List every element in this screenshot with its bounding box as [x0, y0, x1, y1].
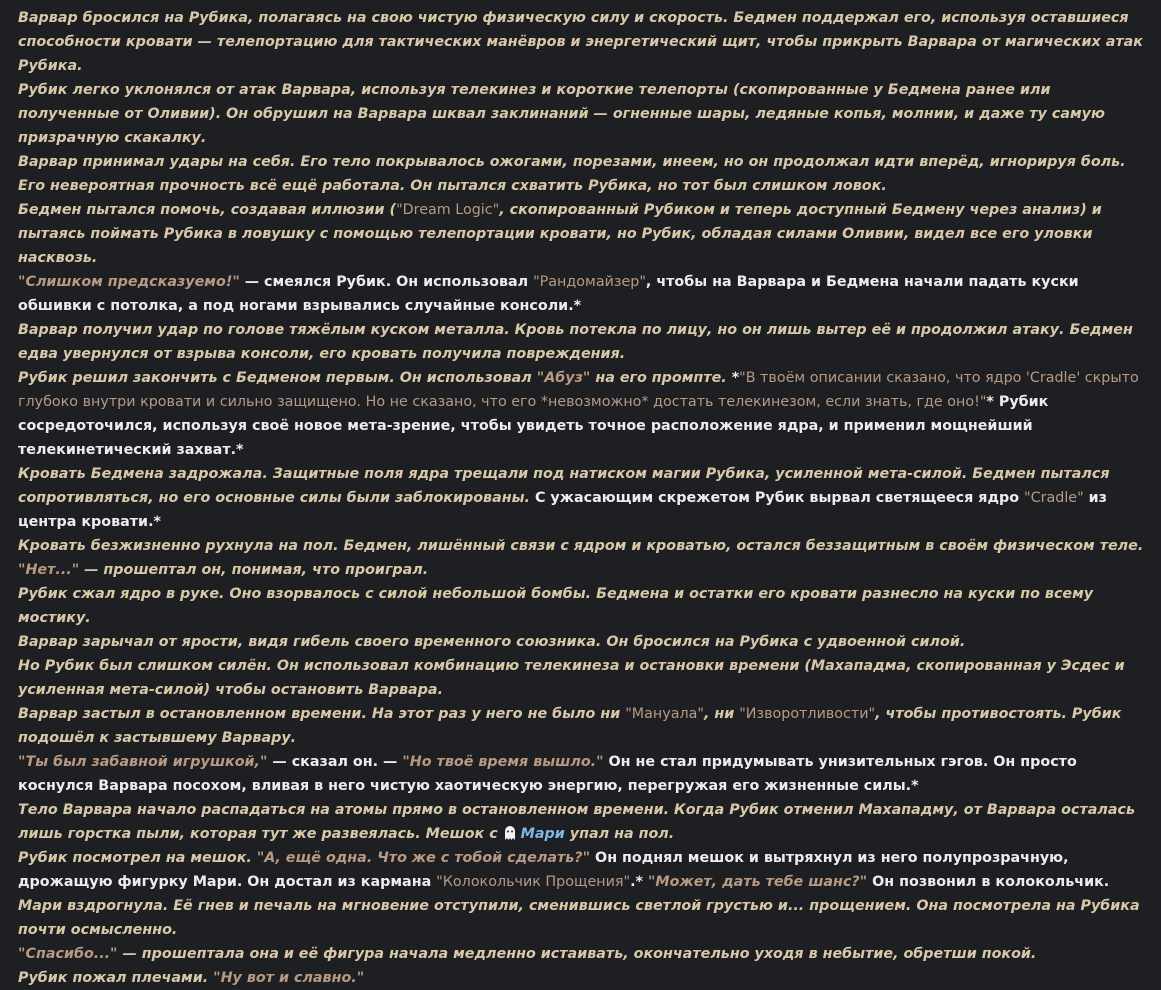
- action-text: Он поднял мешок и вытряхнул из него полупрозрачную, дрожащую фигурку Мари. Он достал из кармана: [18, 850, 1069, 890]
- narration-text: Тело Варвара начало распадаться на атомы прямо в остановленном времени. Когда Рубик отменил Махападму, от Варвара осталась лишь горстка пыли, которая тут же развеялась. Мешок с: [18, 802, 1136, 842]
- chat-message: [18, 6, 1150, 990]
- quoted-text: "Мануала": [625, 706, 704, 722]
- action-text: .*: [630, 874, 643, 890]
- quoted-text: "Может, дать тебе шанс?": [643, 874, 868, 890]
- message-paragraph: [18, 462, 1150, 534]
- message-paragraph: [18, 630, 1150, 654]
- quoted-text: "Абуз": [536, 370, 591, 386]
- message-paragraph: [18, 966, 1150, 990]
- quoted-text: "Рандомайзер": [533, 274, 646, 290]
- message-paragraph: [18, 198, 1150, 270]
- narration-text: Рубик пожал плечами.: [18, 970, 214, 986]
- narration-text: Рубик решил закончить с Бедменом первым. Он использовал: [18, 370, 537, 386]
- narration-text: Варвар получил удар по голове тяжёлым куском металла. Кровь потекла по лицу, но он лишь вытер её и продолжил атаку. Бедмен едва увернулся от взрыва консоли, его кровать получила повреждения.: [18, 322, 1133, 362]
- narration-text: , чтобы противостоять. Рубик подошёл к застывшему Варвару.: [18, 706, 1122, 746]
- narration-text: упал на пол.: [564, 826, 675, 842]
- narration-text: Рубик сжал ядро в руке. Оно взорвалось с силой небольшой бомбы. Бедмена и остатки его кровати разнесло на куски по всему мостику.: [18, 586, 1094, 626]
- message-paragraph: [18, 366, 1150, 462]
- quoted-text: "Cradle": [1024, 490, 1084, 506]
- narration-text: Бедмен пытался помочь, создавая иллюзии (: [18, 202, 397, 218]
- narration-text: Но Рубик был слишком силён. Он использовал комбинацию телекинеза и остановки времени (Махападма, скопированная у Эсдес и усиленная мета-силой) чтобы остановить Варвара.: [18, 658, 1125, 698]
- action-text: Он позвонил в колокольчик.: [867, 874, 1110, 890]
- narration-text: Рубик посмотрел на мешок.: [18, 850, 257, 866]
- action-text: , чтобы на Варвара и Бедмена начали падать куски обшивки с потолка, а под ногами взрывались случайные консоли.*: [18, 274, 1079, 314]
- action-text: *: [731, 370, 740, 386]
- narration-text: на его промпте.: [590, 370, 732, 386]
- narration-text: Кровать Бедмена задрожала. Защитные поля ядра трещали под натиском магии Рубика, усиленной мета-силой. Бедмен пытался сопротивляться, но его основные силы были заблокированы.: [18, 466, 1110, 506]
- action-text: — сказал он. —: [267, 754, 403, 770]
- narration-text: Кровать безжизненно рухнула на пол. Бедмен, лишённый связи с ядром и кроватью, остался беззащитным в своём физическом теле.: [18, 538, 1144, 554]
- message-paragraph: [18, 6, 1150, 78]
- action-text: * Рубик сосредоточился, используя своё новое мета-зрение, чтобы увидеть точное расположение ядра, и применил мощнейший телекинетический захват.*: [18, 394, 1049, 458]
- quoted-text: "Спасибо...": [18, 946, 118, 962]
- narration-text: Варвар бросился на Рубика, полагаясь на свою чистую физическую силу и скорость. Бедмен поддержал его, используя оставшиеся способности кровати — телепортацию для тактических манёвров и энергетический щит, чтобы прикрыть Варвара от магических атак Рубика.: [18, 10, 1143, 74]
- quoted-text: "Слишком предсказуемо!": [18, 274, 240, 290]
- narration-text: Рубик легко уклонялся от атак Варвара, используя телекинез и короткие телепорты (скопированные у Бедмена ранее или полученные от Оливии). Он обрушил на Варвара шквал заклинаний — огненные шары, ледяные копья, молнии, и даже ту самую призрачную скакалку.: [18, 82, 1105, 146]
- action-text: С ужасающим скрежетом Рубик вырвал светящееся ядро: [529, 490, 1025, 506]
- quoted-text: "Нет...": [18, 562, 80, 578]
- quoted-text: "Изворотливости": [739, 706, 876, 722]
- quoted-text: "Dream Logic": [396, 202, 500, 218]
- narration-text: Варвар принимал удары на себя. Его тело покрывалось ожогами, порезами, инеем, но он продолжал идти вперёд, игнорируя боль. Его невероятная прочность всё ещё работала. Он пытался схватить Рубика, но тот был слишком ловок.: [18, 154, 1126, 194]
- message-paragraph: [18, 654, 1150, 702]
- message-paragraph: [18, 894, 1150, 942]
- message-paragraph: [18, 582, 1150, 630]
- action-text: — смеялся Рубик. Он использовал: [239, 274, 534, 290]
- message-paragraph: [18, 318, 1150, 366]
- message-paragraph: [18, 558, 1150, 582]
- message-paragraph: [18, 846, 1150, 894]
- message-paragraph: [18, 750, 1150, 798]
- quoted-text: "Колокольчик Прощения": [436, 874, 631, 890]
- message-paragraph: [18, 702, 1150, 750]
- narration-text: Варвар застыл в остановленном времени. На этот раз у него не было ни: [18, 706, 626, 722]
- narration-text: Мари вздрогнула. Её гнев и печаль на мгновение отступили, сменившись светлой грустью и... прощением. Она посмотрела на Рубика почти осмысленно.: [18, 898, 1140, 938]
- message-paragraph: [18, 942, 1150, 966]
- user-mention[interactable]: [503, 826, 565, 842]
- action-text: из центра кровати.*: [18, 490, 1107, 530]
- ghost-icon: [503, 825, 517, 841]
- quoted-text: "Ты был забавной игрушкой,": [18, 754, 268, 770]
- quoted-text: "Но твоё время вышло.": [402, 754, 604, 770]
- narration-text: , скопированный Рубиком и теперь доступный Бедмену через анализ) и пытаясь поймать Рубика в ловушку с помощью телепортации кровати, но Рубик, обладая силами Оливии, видел все его уловки насквозь.: [18, 202, 1102, 266]
- message-paragraph: [18, 534, 1150, 558]
- action-text: Он не стал придумывать унизительных гэгов. Он просто коснулся Варвара посохом, вливая в него чистую хаотическую энергию, перегружая его жизненные силы.*: [18, 754, 1077, 794]
- message-paragraph: [18, 270, 1150, 318]
- narration-text: , ни: [703, 706, 740, 722]
- quoted-text: "Ну вот и славно.": [213, 970, 365, 986]
- narration-text: — прошептала она и её фигура начала медленно истаивать, окончательно уходя в небытие, обретши покой.: [117, 946, 1037, 962]
- mention-label: Мари: [520, 826, 565, 842]
- message-paragraph: [18, 78, 1150, 150]
- quoted-text: "А, ещё одна. Что же с тобой сделать?": [256, 850, 591, 866]
- message-paragraph: [18, 798, 1150, 846]
- quoted-text: "В твоём описании сказано, что ядро 'Cradle' скрыто глубоко внутри кровати и сильно защищено. Но не сказано, что его *невозможно* достать телекинезом, если знать, где оно!": [18, 370, 1139, 410]
- narration-text: Варвар зарычал от ярости, видя гибель своего временного союзника. Он бросился на Рубика с удвоенной силой.: [18, 634, 966, 650]
- message-paragraph: [18, 150, 1150, 198]
- narration-text: — прошептал он, понимая, что проиграл.: [79, 562, 429, 578]
